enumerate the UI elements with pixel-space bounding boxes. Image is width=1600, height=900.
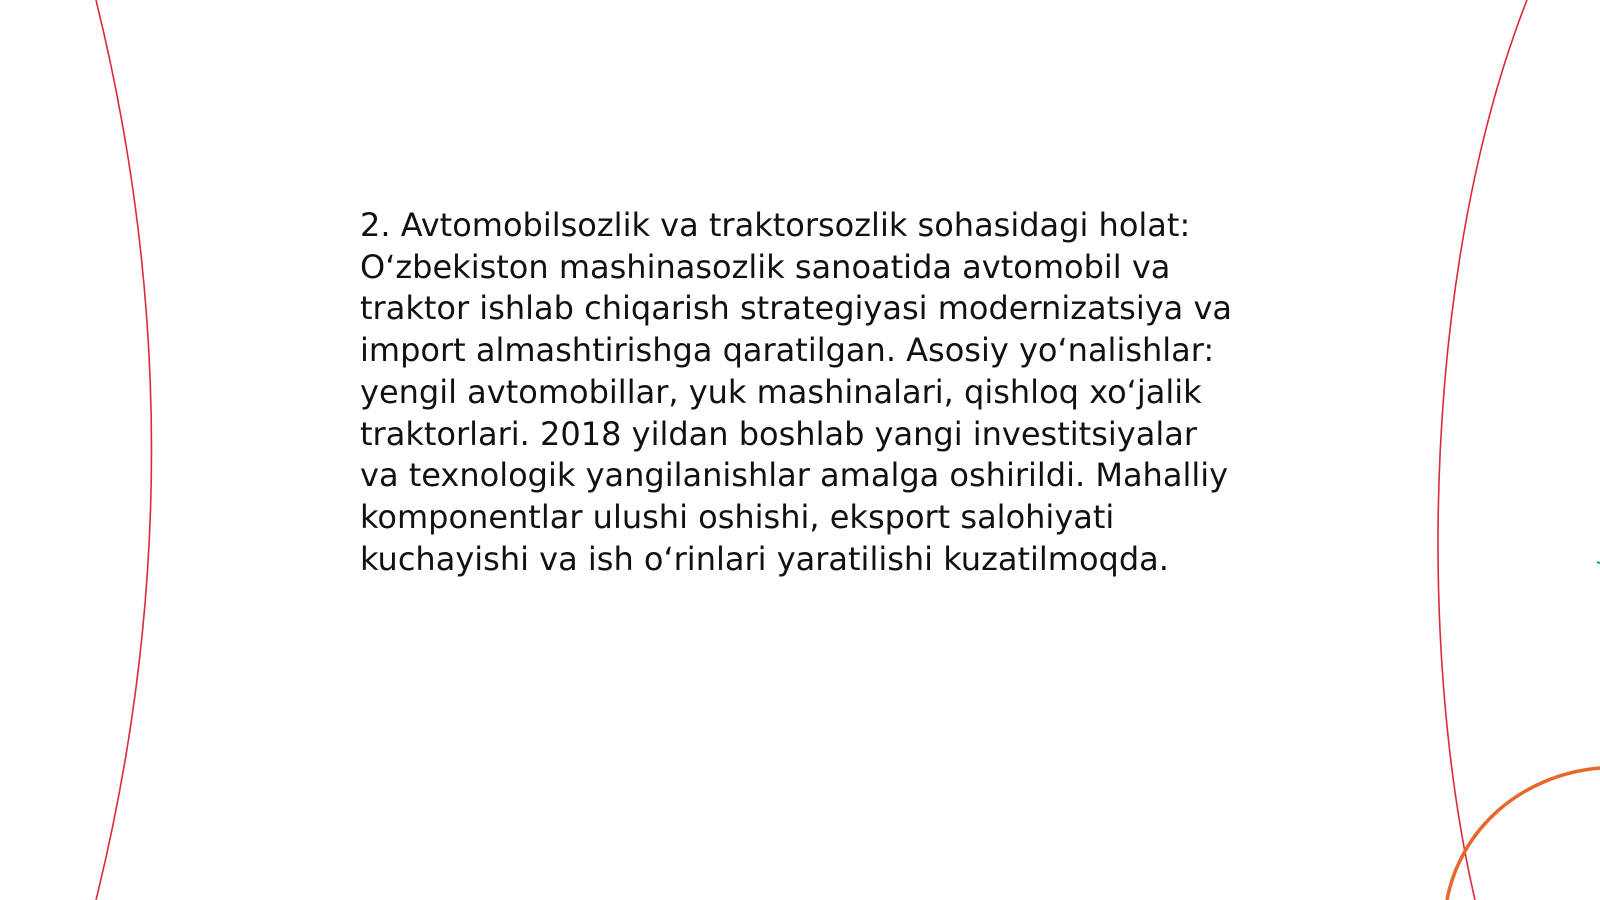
right-red-curve: [1438, 0, 1527, 900]
left-red-curve: [96, 0, 152, 900]
slide-body-text: 2. Avtomobilsozlik va traktorsozlik sohasidagi holat: O‘zbekiston mashinasozlik sanoatida avtomobil va traktor ishlab chiqarish strategiyasi modernizatsiya va import almashtirishga qaratilgan. Asosiy yo‘nalishlar: yengil avtomobillar, yuk mashinalari, qishloq xo‘jalik traktorlari. 2018 yildan boshlab yangi investitsiyalar va texnologik yangilanishlar amalga oshirildi. Mahalliy komponentlar ulushi oshishi, eksport salohiyati kuchayishi va ish o‘rinlari yaratilishi kuzatilmoqda.: [360, 206, 1232, 578]
